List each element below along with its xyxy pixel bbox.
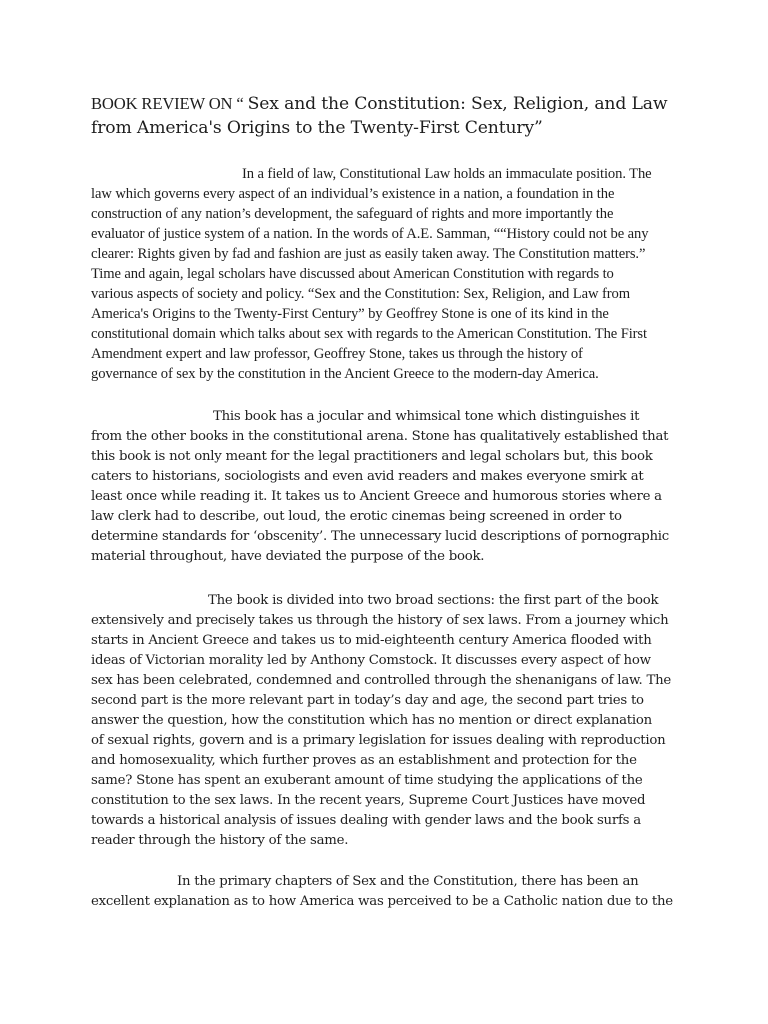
review-title bbox=[91, 92, 691, 140]
paragraph-line: caters to historians, sociologists and even avid readers and makes everyone smirk at bbox=[91, 469, 644, 484]
review-title-lead: BOOK REVIEW ON “ bbox=[91, 94, 248, 113]
paragraph-line: excellent explanation as to how America was perceived to be a Catholic nation due to the bbox=[91, 894, 673, 909]
review-title-book: Sex and the Constitution: Sex, Religion, and Law from America's Origins to the Twenty-First Century” bbox=[91, 94, 668, 138]
paragraph-line: Amendment expert and law professor, Geoffrey Stone, takes us through the history of bbox=[91, 346, 583, 362]
paragraph-line: sex has been celebrated, condemned and controlled through the shenanigans of law. The bbox=[91, 673, 672, 688]
paragraph-line: In the primary chapters of Sex and the Constitution, there has been an bbox=[177, 874, 639, 889]
paragraph-line: second part is the more relevant part in today’s day and age, the second part tries to bbox=[91, 693, 644, 708]
paragraph-line: constitution to the sex laws. In the recent years, Supreme Court Justices have moved bbox=[91, 793, 646, 808]
paragraph-line: ideas of Victorian morality led by Anthony Comstock. It discusses every aspect of how bbox=[91, 653, 651, 668]
paragraph-line: evaluator of justice system of a nation. In the words of A.E. Samman, ““History could not be any bbox=[91, 226, 649, 242]
paragraph-line: least once while reading it. It takes us to Ancient Greece and humorous stories where a bbox=[91, 489, 662, 504]
paragraph-tone bbox=[91, 407, 669, 567]
paragraph-line: determine standards for ‘obscenity’. The unnecessary lucid descriptions of pornographic bbox=[91, 529, 669, 544]
paragraph-line: answer the question, how the constitution which has no mention or direct explanation bbox=[91, 713, 652, 728]
paragraph-line: material throughout, have deviated the purpose of the book. bbox=[91, 549, 485, 564]
paragraph-line: This book has a jocular and whimsical tone which distinguishes it bbox=[213, 409, 640, 424]
paragraph-line: same? Stone has spent an exuberant amount of time studying the applications of the bbox=[91, 773, 643, 788]
paragraph-line: law which governs every aspect of an individual’s existence in a nation, a foundation in the bbox=[91, 186, 615, 202]
paragraph-line: of sexual rights, govern and is a primary legislation for issues dealing with reproduction bbox=[91, 733, 666, 748]
paragraph-line: constitutional domain which talks about sex with regards to the American Constitution. The First bbox=[91, 326, 647, 342]
paragraph-line: Time and again, legal scholars have discussed about American Constitution with regards to bbox=[91, 266, 614, 282]
paragraph-line: construction of any nation’s development, the safeguard of rights and more importantly the bbox=[91, 206, 614, 222]
paragraph-line: reader through the history of the same. bbox=[91, 833, 349, 848]
paragraph-line: and homosexuality, which further proves as an establishment and protection for the bbox=[91, 753, 637, 768]
paragraph-line: towards a historical analysis of issues dealing with gender laws and the book surfs a bbox=[91, 813, 641, 828]
paragraph-line: governance of sex by the constitution in the Ancient Greece to the modern-day America. bbox=[91, 366, 599, 382]
paragraph-line: America's Origins to the Twenty-First Century” by Geoffrey Stone is one of its kind in the bbox=[91, 306, 609, 322]
paragraph-line: In a field of law, Constitutional Law holds an immaculate position. The bbox=[242, 166, 652, 182]
paragraph-line: from the other books in the constitutional arena. Stone has qualitatively established that bbox=[91, 429, 669, 444]
paragraph-intro bbox=[91, 164, 652, 384]
paragraph-line: various aspects of society and policy. “Sex and the Constitution: Sex, Religion, and Law from bbox=[91, 286, 630, 302]
paragraph-primary-chapters bbox=[91, 872, 673, 912]
paragraph-line: The book is divided into two broad sections: the first part of the book bbox=[208, 593, 659, 608]
paragraph-line: starts in Ancient Greece and takes us to mid-eighteenth century America flooded with bbox=[91, 633, 652, 648]
paragraph-line: law clerk had to describe, out loud, the erotic cinemas being screened in order to bbox=[91, 509, 622, 524]
paragraph-line: extensively and precisely takes us through the history of sex laws. From a journey which bbox=[91, 613, 669, 628]
paragraph-structure bbox=[91, 591, 671, 851]
paragraph-line: this book is not only meant for the legal practitioners and legal scholars but, this book bbox=[91, 449, 653, 464]
paragraph-line: clearer: Rights given by fad and fashion are just as easily taken away. The Constitution matters.” bbox=[91, 246, 646, 262]
